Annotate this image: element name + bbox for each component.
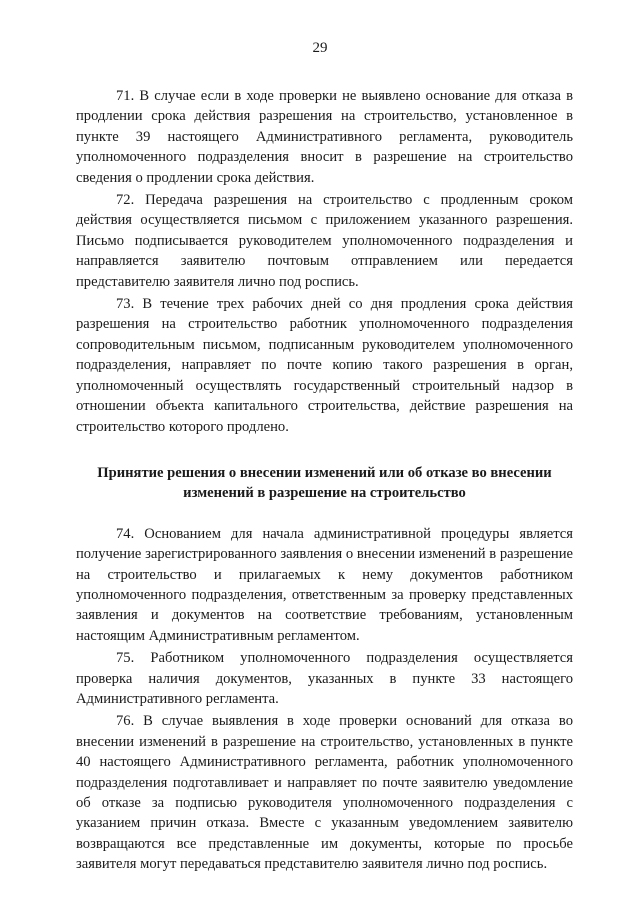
page-number: 29 — [312, 40, 328, 56]
document-body — [76, 86, 573, 875]
paragraph-72: 72. Передача разрешения на строительство с продленным сроком действия осуществляется письмом с приложением указанного разрешения. Письмо подписывается руководителем уполномоченного подразделения и направляется заявителю почтовым отправлением или передается представителю заявителя лично под роспись. — [76, 192, 573, 290]
paragraph-74: 74. Основанием для начала административной процедуры является получение зарегистрированного заявления о внесении изменений в разрешение на строительство и прилагаемых к нему документов работником уполномоченного подразделения, ответственным за проверку представленных заявления и документов на соответствие требованиям, установленным настоящим Административным регламентом. — [76, 525, 573, 644]
section-heading: Принятие решения о внесении изменений или об отказе во внесении изменений в разрешение на строительство — [97, 464, 552, 502]
paragraph-71: 71. В случае если в ходе проверки не выявлено основание для отказа в продлении срока действия разрешения на строительство, установленное в пункте 39 настоящего Административного регламента, руководитель уполномоченного подразделения вносит в разрешение на строительство сведения о продлении срока действия. — [76, 88, 573, 186]
paragraph-76: 76. В случае выявления в ходе проверки оснований для отказа во внесении изменений в разрешение на строительство, установленных в пункте 40 настоящего Административного регламента, работник уполномоченного подразделения подготавливает и направляет по почте заявителю уведомление об отказе за подписью руководителя уполномоченного подразделения с указанием причин отказа. Вместе с указанным уведомлением заявителю возвращаются все представленные им документы, которые по просьбе заявителя могут передаваться представителю заявителя лично под роспись. — [76, 713, 573, 873]
paragraph-75: 75. Работником уполномоченного подразделения осуществляется проверка наличия документов, указанных в пункте 33 настоящего Административного регламента. — [76, 650, 573, 707]
paragraph-73: 73. В течение трех рабочих дней со дня продления срока действия разрешения на строительство работник уполномоченного подразделения сопроводительным письмом, подписанным руководителем уполномоченного подразделения, направляет по почте копию такого разрешения в орган, уполномоченный осуществлять государственный строительный надзор в отношении объекта капитального строительства, действие разрешения на строительство которого продлено. — [76, 296, 573, 435]
